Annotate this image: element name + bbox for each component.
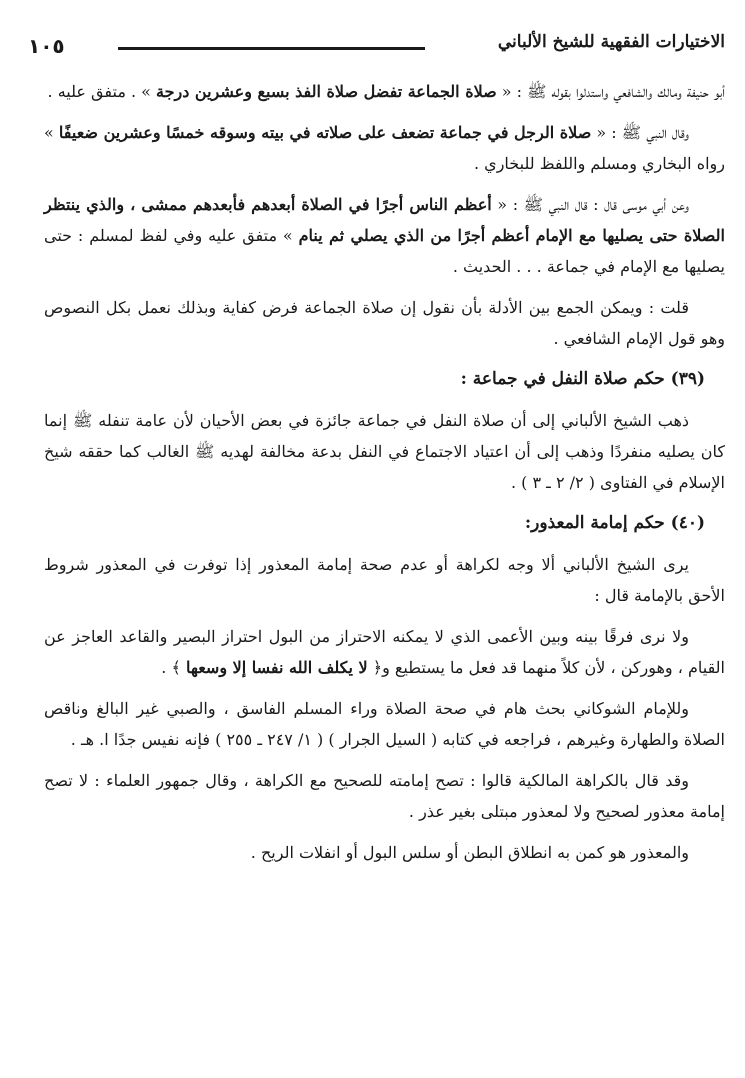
paragraph-text: » . متفق عليه . [47, 82, 157, 101]
section-40-text: يرى الشيخ الألباني ألا وجه لكراهة أو عدم صحة إمامة المعذور إذا توفرت في المعذور شروط الأحق بالإمامة قال : [44, 555, 725, 605]
section-40-heading: (٤٠) حكم إمامة المعذور: [524, 513, 705, 533]
page-number: ١٠٥ [28, 34, 65, 58]
paragraph-text: ﴾ . [161, 658, 186, 677]
running-title: الاختيارات الفقهية للشيخ الألباني [497, 32, 725, 52]
section-39-heading: (٣٩) حكم صلاة النفل في جماعة : [460, 369, 705, 389]
page-body [44, 76, 725, 878]
paragraph-text: وعن أبي موسى قال : قال النبي ﷺ : « [491, 195, 689, 214]
section-39-text: ذهب الشيخ الألباني إلى أن صلاة النفل في جماعة جائزة في بعض الأحيان لأن عامة تنفله ﷺ إنما كان يصليه منفردًا وذهب إلى أن اعتياد الاجتماع في النفل بدعة مخالفة لهديه ﷺ الغالب كما حققه شيخ الإسلام في الفتاوى ( ٢/ ٢ ـ ٣ ) . [44, 411, 725, 492]
quran-verse: لا يكلف الله نفسا إلا وسعها [185, 658, 368, 677]
paragraph-text: أبو حنيفة ومالك والشافعي واستدلوا بقوله ﷺ : « [496, 82, 725, 101]
paragraph-author-note: قلت : ويمكن الجمع بين الأدلة بأن نقول إن صلاة الجماعة فرض كفاية وبذلك نعمل بكل النصوص وهو قول الإمام الشافعي . [44, 298, 725, 348]
hadith-text: صلاة الجماعة تفضل صلاة الفذ بسبع وعشرين درجة [156, 82, 497, 101]
paragraph-text: ولا نرى فرقًا بينه وبين الأعمى الذي لا يمكنه الاحتراز من البول احتراز البصير والقاعد العاجز عن القيام ، وهوركن ، لأن كلاً منهما قد فعل ما يستطيع و﴿ [44, 627, 725, 677]
paragraph-text: » متفق عليه وفي لفظ لمسلم : حتى يصليها مع الإمام في جماعة . . . الحديث . [44, 226, 725, 276]
paragraph-text: وقال النبي ﷺ : « [591, 123, 690, 142]
paragraph-hadith-abu-musa [44, 189, 725, 282]
section-40-shawkani: وللإمام الشوكاني بحث هام في صحة الصلاة وراء المسلم الفاسق ، والصبي غير البالغ وناقص الصلاة والطهارة وغيرهم ، فراجعه في كتابه ( السيل الجرار ) ( ١/ ٢٤٧ ـ ٢٥٥ ) فإنه نفيس جدًا ا. هـ . [44, 699, 725, 749]
paragraph-hadith-prayer-man [44, 117, 725, 179]
hadith-text: صلاة الرجل في جماعة تضعف على صلاته في بيته وسوقه خمسًا وعشرين ضعيفًا [58, 123, 592, 142]
header-rule [118, 47, 425, 50]
hadith-text: أعظم الناس أجرًا في الصلاة أبعدهم فأبعدهم ممشى ، والذي ينتظر الصلاة حتى يصليها مع الإمام أعظم أجرًا من الذي يصلي ثم ينام [44, 195, 726, 245]
paragraph-majority-view [44, 76, 725, 107]
page-header [28, 28, 725, 62]
section-40-definition: والمعذور هو كمن به انطلاق البطن أو سلس البول أو انفلات الريح . [250, 843, 689, 862]
section-40-quote [44, 621, 725, 683]
paragraph-text: » رواه البخاري ومسلم واللفظ للبخاري . [44, 123, 725, 173]
section-40-malikiyya: وقد قال بالكراهة المالكية قالوا : تصح إمامته للصحيح مع الكراهة ، وقال جمهور العلماء : لا تصح إمامة معذور لصحيح ولا لمعذور مبتلى بغير عذر . [44, 771, 725, 821]
